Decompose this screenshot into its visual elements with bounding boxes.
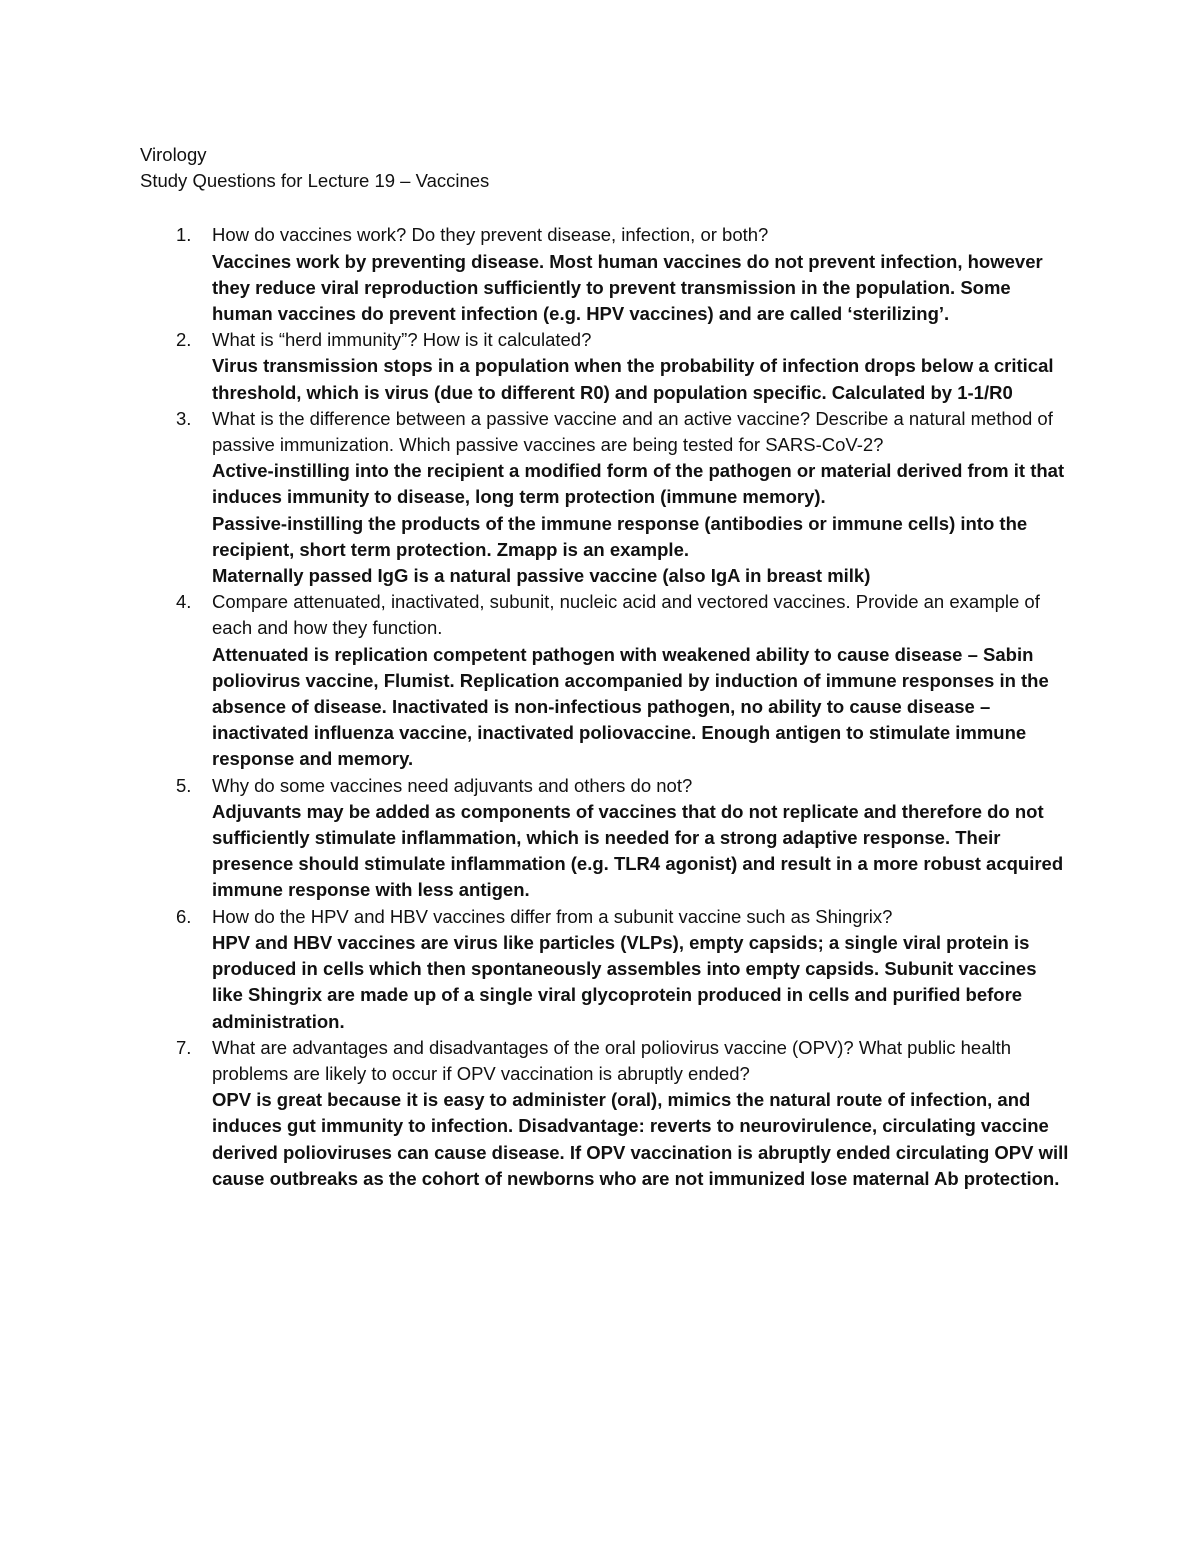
question-item-5 — [140, 773, 1070, 904]
question-text: Why do some vaccines need adjuvants and others do not? — [212, 774, 693, 796]
question-item-4 — [140, 589, 1070, 772]
question-text: What are advantages and disadvantages of the oral poliovirus vaccine (OPV)? What public health problems are likely to occur if OPV vaccination is abruptly ended? — [212, 1036, 1012, 1084]
question-text: What is the difference between a passive vaccine and an active vaccine? Describe a natural method of passive immunization. Which passive vaccines are being tested for SARS-CoV-2? — [212, 407, 1053, 456]
course-title: Virology — [140, 144, 207, 165]
answer-text: Virus transmission stops in a population when the probability of infection drops below a critical threshold, which is virus (due to different R0) and population specific. Calculated by 1-1/R0 — [212, 355, 1054, 403]
answer-text: OPV is great because it is easy to administer (oral), mimics the natural route of infection, and induces gut immunity to infection. Disadvantage: reverts to neurovirulence, circulating vaccine derived polioviruses can cause disease. If OPV vaccination is abruptly ended circulating OPV will cause outbreaks as the cohort of newborns who are not immunized lose maternal Ab protection. — [212, 1089, 1069, 1189]
question-number: 6. — [176, 905, 192, 927]
answer-text: HPV and HBV vaccines are virus like particles (VLPs), empty capsids; a single viral protein is produced in cells which then spontaneously assembles into empty capsids. Subunit vaccines like Shingrix are made up of a single viral glycoprotein produced in cells and purified before administration. — [212, 931, 1037, 1032]
lecture-subtitle: Study Questions for Lecture 19 – Vaccines — [140, 170, 490, 192]
question-number: 1. — [176, 224, 192, 246]
question-item-3 — [140, 406, 1070, 589]
question-item-6 — [140, 904, 1070, 1035]
document-page — [140, 142, 1070, 1192]
question-number: 5. — [176, 774, 192, 796]
question-number: 7. — [176, 1036, 192, 1058]
answer-text-passive: Passive-instilling the products of the immune response (antibodies or immune cells) into the recipient, short term protection. Zmapp is an example. — [212, 512, 1028, 560]
question-text: How do the HPV and HBV vaccines differ from a subunit vaccine such as Shingrix? — [212, 905, 893, 927]
question-number: 3. — [176, 407, 192, 429]
question-text: Compare attenuated, inactivated, subunit, nucleic acid and vectored vaccines. Provide an example of each and how they function. — [212, 591, 1040, 639]
answer-text-maternal: Maternally passed IgG is a natural passive vaccine (also IgA in breast milk) — [212, 565, 871, 587]
question-list — [140, 222, 1070, 1192]
spacer — [140, 194, 1070, 222]
question-item-2 — [140, 327, 1070, 406]
question-text: What is “herd immunity”? How is it calculated? — [212, 329, 592, 351]
question-number: 2. — [176, 329, 192, 351]
answer-text: Vaccines work by preventing disease. Most human vaccines do not prevent infection, however they reduce viral reproduction sufficiently to prevent transmission in the population. Some human vaccines do prevent infection (e.g. HPV vaccines) and are called ‘sterilizing’. — [212, 250, 1043, 325]
question-item-1 — [140, 222, 1070, 327]
question-text: How do vaccines work? Do they prevent disease, infection, or both? — [212, 224, 769, 246]
question-item-7 — [140, 1035, 1070, 1192]
answer-text-active: Active-instilling into the recipient a modified form of the pathogen or material derived from it that induces immunity to disease, long term protection (immune memory). — [212, 460, 1065, 508]
answer-text: Adjuvants may be added as components of vaccines that do not replicate and therefore do not sufficiently stimulate inflammation, which is needed for a strong adaptive response. Their presence should stimulate inflammation (e.g. TLR4 agonist) and result in a more robust acquired immune response with less antigen. — [212, 800, 1064, 901]
question-number: 4. — [176, 591, 192, 613]
answer-text: Attenuated is replication competent pathogen with weakened ability to cause disease – Sabin poliovirus vaccine, Flumist. Replication accompanied by induction of immune responses in the absence of disease. Inactivated is non-infectious pathogen, no ability to cause disease – inactivated influenza vaccine, inactivated poliovaccine. Enough antigen to stimulate immune response and memory. — [212, 643, 1049, 770]
